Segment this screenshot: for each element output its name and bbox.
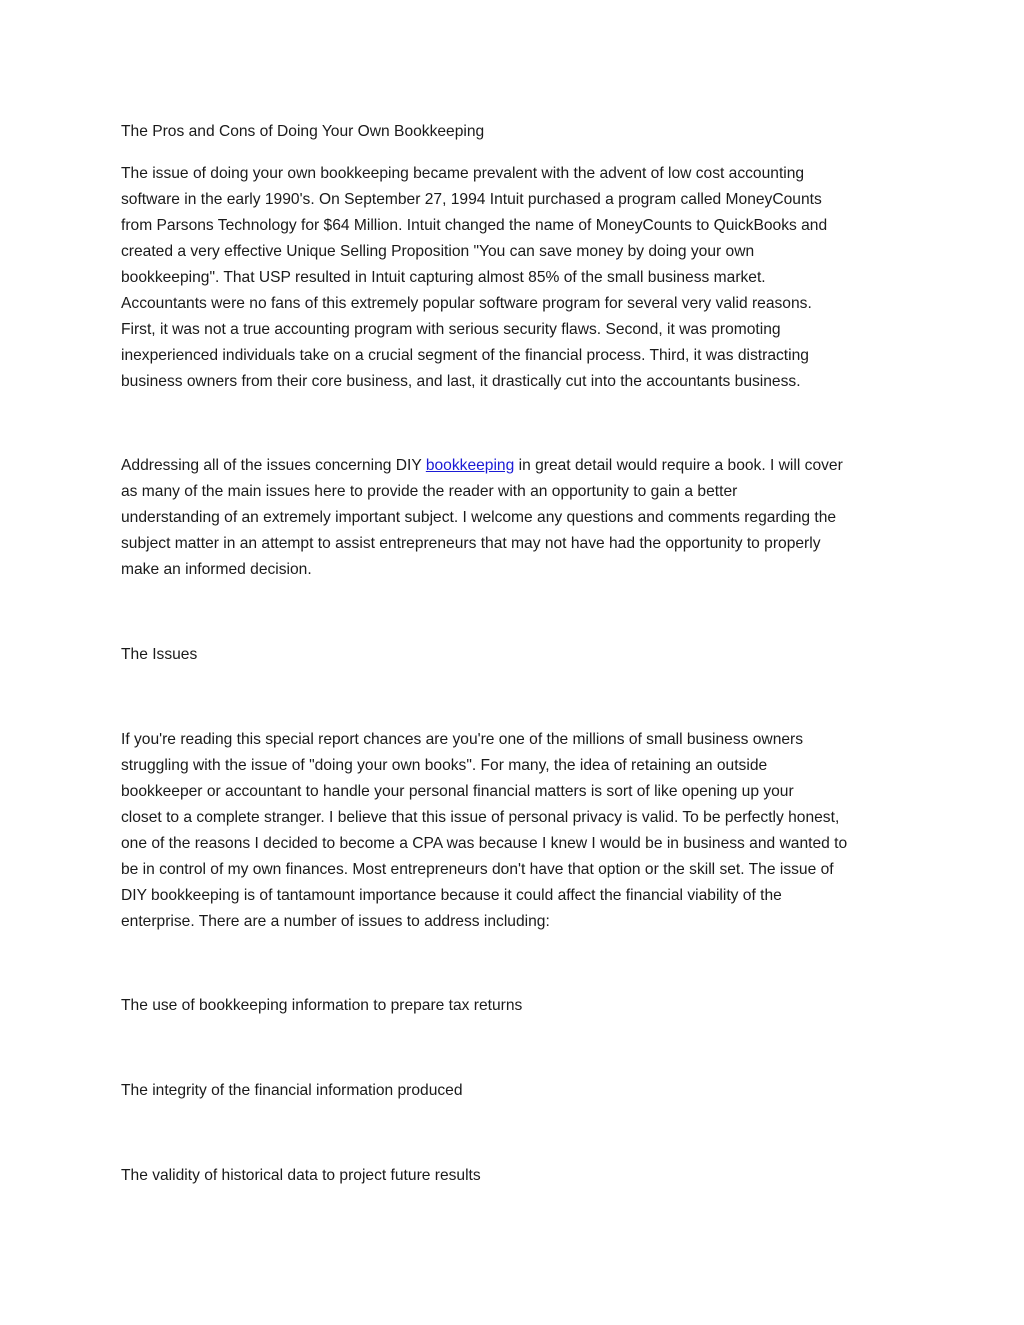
report-line: closet to a complete stranger. I believe that this issue of personal privacy is valid. To be perfectly honest, (121, 809, 840, 826)
addressing-line: understanding of an extremely important subject. I welcome any questions and comments regarding the (121, 509, 837, 526)
report-line: bookkeeper or accountant to handle your personal financial matters is sort of like opening up your (121, 783, 794, 800)
report-line: be in control of my own finances. Most entrepreneurs don't have that option or the skill set. The issue of (121, 861, 834, 878)
report-line: one of the reasons I decided to become a CPA was because I knew I would be in business and wanted to (121, 835, 848, 852)
document-page (121, 0, 907, 1325)
intro-line: The issue of doing your own bookkeeping became prevalent with the advent of low cost accounting (121, 165, 805, 182)
intro-paragraph (121, 161, 907, 395)
addressing-first-line (121, 453, 907, 479)
intro-line: bookkeeping". That USP resulted in Intuit capturing almost 85% of the small business market. (121, 269, 766, 286)
addressing-text-before: Addressing all of the issues concerning DIY (121, 457, 426, 474)
intro-line: created a very effective Unique Selling Proposition "You can save money by doing your own (121, 243, 755, 260)
intro-line: software in the early 1990's. On September 27, 1994 Intuit purchased a program called MoneyCounts (121, 191, 822, 208)
addressing-line: as many of the main issues here to provide the reader with an opportunity to gain a better (121, 483, 738, 500)
report-line: struggling with the issue of "doing your own books". For many, the idea of retaining an outside (121, 757, 768, 774)
intro-line: inexperienced individuals take on a crucial segment of the financial process. Third, it was distracting (121, 347, 809, 364)
report-line: enterprise. There are a number of issues to address including: (121, 913, 550, 930)
report-line: If you're reading this special report chances are you're one of the millions of small business owners (121, 731, 804, 748)
issue-item: The use of bookkeeping information to prepare tax returns (121, 997, 523, 1014)
intro-line: First, it was not a true accounting program with serious security flaws. Second, it was promoting (121, 321, 781, 338)
report-line: DIY bookkeeping is of tantamount importance because it could affect the financial viability of the (121, 887, 782, 904)
addressing-text-after: in great detail would require a book. I will cover (514, 457, 843, 474)
issue-item: The integrity of the financial information produced (121, 1082, 463, 1099)
addressing-paragraph (121, 453, 907, 583)
addressing-line: make an informed decision. (121, 561, 312, 578)
issues-heading: The Issues (121, 646, 198, 663)
intro-line: Accountants were no fans of this extremely popular software program for several very valid reasons. (121, 295, 812, 312)
document-title: The Pros and Cons of Doing Your Own Bookkeeping (121, 123, 485, 140)
intro-line: business owners from their core business, and last, it drastically cut into the accountants business. (121, 373, 801, 390)
addressing-line: subject matter in an attempt to assist entrepreneurs that may not have had the opportunity to properly (121, 535, 821, 552)
bookkeeping-link[interactable]: bookkeeping (425, 457, 515, 474)
report-paragraph (121, 727, 907, 935)
issue-item: The validity of historical data to project future results (121, 1167, 481, 1184)
intro-line: from Parsons Technology for $64 Million. Intuit changed the name of MoneyCounts to QuickBooks and (121, 217, 828, 234)
